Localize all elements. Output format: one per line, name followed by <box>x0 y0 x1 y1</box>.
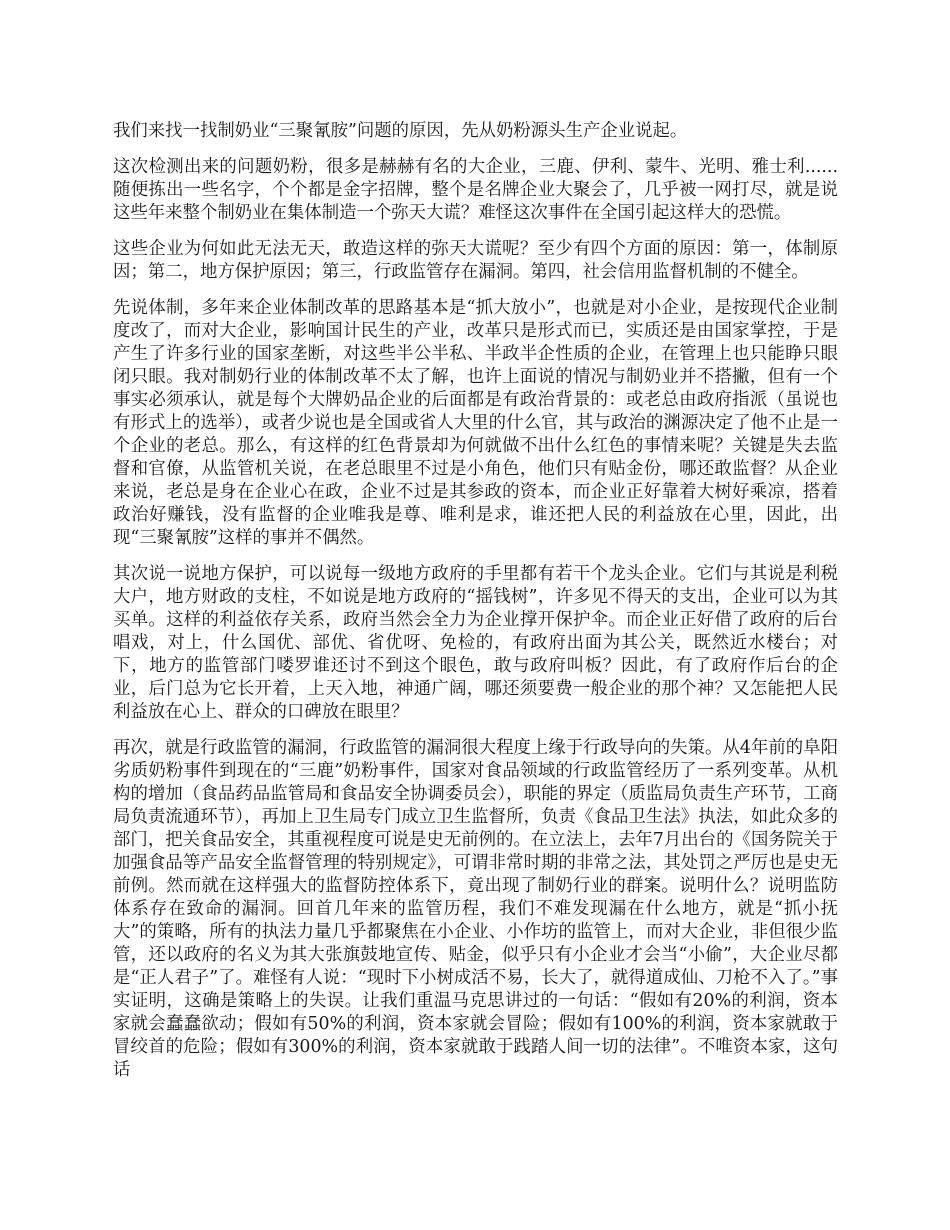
paragraph-intro: 我们来找一找制奶业“三聚氰胺”问题的原因，先从奶粉源头生产企业说起。 <box>113 121 688 141</box>
paragraph-local-protection: 其次说一说地方保护，可以说每一级地方政府的手里都有若干个龙头企业。它们与其说是利税大户，地方财政的支柱，不如说是地方政府的“摇钱树”，许多见不得天的支出，企业可以为其买单。这样的利益依存关系，政府当然会全力为企业撑开保护伞。而企业正好借了政府的后台唱戏，对上，什么国优、部优、省优呀、免检的，有政府出面为其公关，既然近水楼台；对下，地方的监管部门喽罗谁还讨不到这个眼色，敢与政府叫板？因此，有了政府作后台的企业，后门总为它长开着，上天入地，神通广阔，哪还须要费一般企业的那个神？又怎能把人民利益放在心上、群众的口碑放在眼里？ <box>113 564 838 722</box>
paragraph-problem-milk: 这次检测出来的问题奶粉，很多是赫赫有名的大企业，三鹿、伊利、蒙牛、光明、雅士利......随便拣出一些名字，个个都是金字招牌，整个是名牌企业大聚会了，几乎被一网打尽，就是说这些年来整个制奶业在集体制造一个弥天大谎？难怪这次事件在全国引起这样大的恐慌。 <box>113 157 838 223</box>
paragraph-four-reasons: 这些企业为何如此无法无天，敢造这样的弥天大谎呢？至少有四个方面的原因：第一，体制原因；第二，地方保护原因；第三，行政监管存在漏洞。第四，社会信用监督机制的不健全。 <box>113 239 838 282</box>
paragraph-regulation: 再次，就是行政监管的漏洞，行政监管的漏洞很大程度上缘于行政导向的失策。从4年前的阜阳劣质奶粉事件到现在的“三鹿”奶粉事件，国家对食品领域的行政监管经历了一系列变革。从机构的增加（食品药品监管局和食品安全协调委员会），职能的界定（质监局负责生产环节，工商局负责流通环节），再加上卫生局专门成立卫生监督所，负责《食品卫生法》执法，如此众多的部门，把关食品安全，其重视程度可说是史无前例的。在立法上，去年7月出台的《国务院关于加强食品等产品安全监督管理的特别规定》，可谓非常时期的非常之法，其处罚之严厉也是史无前例。然而就在这样强大的监督防控体系下，竟出现了制奶行业的群案。说明什么？说明监防体系存在致命的漏洞。回首几年来的监管历程，我们不难发现漏在什么地方，就是“抓小抚大”的策略，所有的执法力量几乎都聚焦在小企业、小作坊的监管上，而对大企业，非但很少监管，还以政府的名义为其大张旗鼓地宣传、贴金，似乎只有小企业才会当“小偷”，大企业尽都是“正人君子”了。难怪有人说：“现时下小树成活不易，长大了，就得道成仙、刀枪不入了。”事实证明，这确是策略上的失误。让我们重温马克思讲过的一句话：“假如有20%的利润，资本家就会蠢蠢欲动；假如有50%的利润，资本家就会冒险；假如有100%的利润，资本家就敢于冒绞首的危险；假如有300%的利润，资本家就敢于践踏人间一切的法律”。不唯资本家，这句话 <box>113 738 838 1080</box>
paragraph-system: 先说体制，多年来企业体制改革的思路基本是“抓大放小”，也就是对小企业，是按现代企业制度改了，而对大企业，影响国计民生的产业，改革只是形式而已，实质还是由国家掌控，于是产生了许多行业的国家垄断，对这些半公半私、半政半企性质的企业，在管理上也只能睁只眼闭只眼。我对制奶行业的体制改革不太了解，也许上面说的情况与制奶业并不搭撇，但有一个事实必须承认，就是每个大牌奶品企业的后面都是有政治背景的：或老总由政府指派（虽说也有形式上的选举），或者少说也是全国或省人大里的什么官，其与政治的渊源决定了他不止是一个企业的老总。那么，有这样的红色背景却为何就做不出什么红色的事情来呢？关键是失去监督和官僚，从监管机关说，在老总眼里不过是小角色，他们只有贴金份，哪还敢监督？从企业来说，老总是身在企业心在政，企业不过是其参政的资本，而企业正好靠着大树好乘凉，搭着政治好赚钱，没有监督的企业唯我是尊、唯利是求，谁还把人民的利益放在心里，因此，出现“三聚氰胺”这样的事并不偶然。 <box>113 298 838 548</box>
document-page <box>113 120 838 1095</box>
